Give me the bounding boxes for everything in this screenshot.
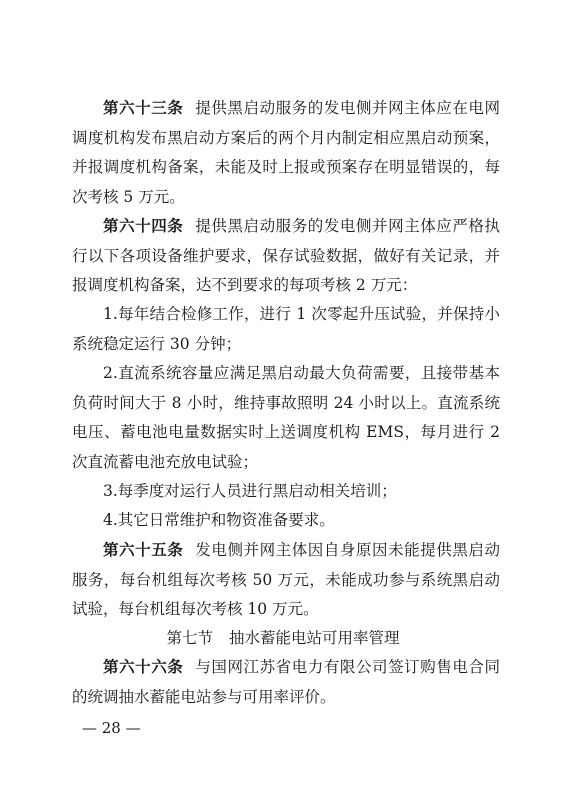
section-number: 第七节 [166, 629, 213, 647]
article-65 [72, 536, 500, 625]
article-label: 第六十六条 [103, 658, 184, 676]
article-text: 提供黑启动服务的发电侧并网主体应在电网调度机构发布黑启动方案后的两个月内制定相应黑启动预案，并报调度机构备案，未能及时上报或预案存在明显错误的，每次考核 5 万元。 [72, 99, 500, 206]
article-text: 发电侧并网主体因自身原因未能提供黑启动服务，每台机组每次考核 50 万元，未能成功参与系统黑启动试验，每台机组每次考核 10 万元。 [72, 541, 500, 618]
article-label: 第六十五条 [103, 541, 184, 559]
list-item-3: 3.每季度对运行人员进行黑启动相关培训； [103, 482, 397, 500]
article-64 [72, 212, 500, 301]
article-66 [72, 653, 500, 712]
page-number: — 28 — [82, 719, 141, 737]
article-text: 提供黑启动服务的发电侧并网主体应严格执行以下各项设备维护要求，保存试验数据，做好有关记录，并报调度机构备案，达不到要求的每项考核 2 万元： [72, 217, 500, 294]
article-text: 与国网江苏省电力有限公司签订购售电合同的统调抽水蓄能电站参与可用率评价。 [72, 658, 500, 706]
article-label: 第六十四条 [103, 217, 184, 235]
list-item-2: 2.直流系统容量应满足黑启动最大负荷需要，且接带基本负荷时间大于 8 小时，维持事故照明 24 小时以上。直流系统电压、蓄电池电量数据实时上送调度机构 EMS，每月进行 2 次直流蓄电池充放电试验； [72, 364, 500, 471]
article-63 [72, 94, 500, 212]
list-item-1: 1.每年结合检修工作，进行 1 次零起升压试验，并保持小系统稳定运行 30 分钟； [72, 305, 500, 353]
section-heading [0, 624, 566, 654]
list-item-4: 4.其它日常维护和物资准备要求。 [103, 511, 335, 529]
article-label: 第六十三条 [103, 99, 184, 117]
section-title: 抽水蓄能电站可用率管理 [229, 629, 400, 647]
